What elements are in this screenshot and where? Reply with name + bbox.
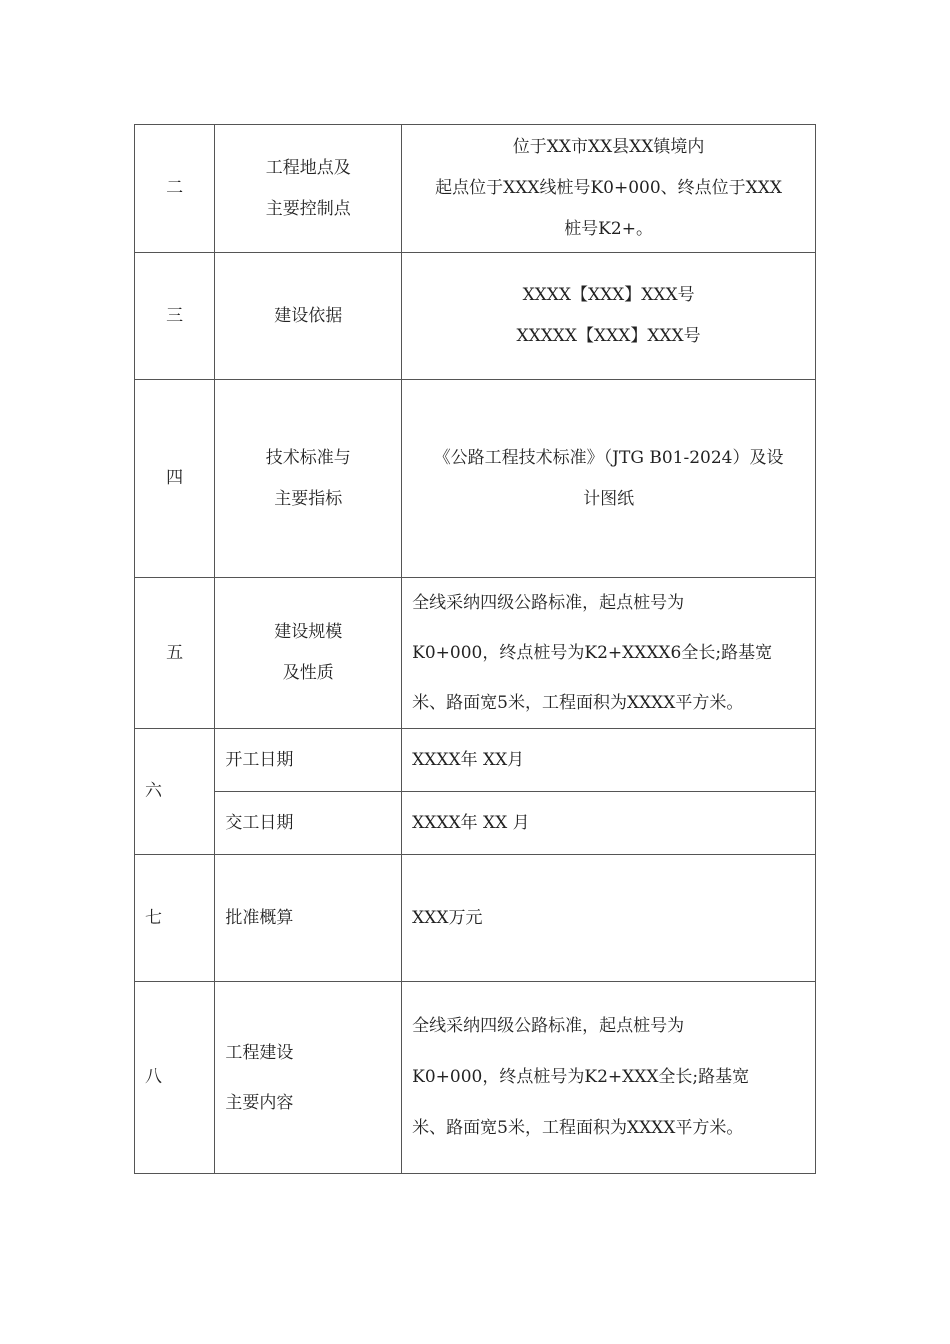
- label-line: 建设依据: [274, 305, 343, 326]
- row-label: [215, 982, 402, 1174]
- row-label: [215, 253, 402, 380]
- label-line: 技术标准与: [265, 447, 351, 468]
- row-number: 六: [135, 729, 215, 855]
- content-line: K0+000，终点桩号为K2+XXX全长;路基宽: [412, 1067, 750, 1087]
- row-label: 交工日期: [215, 792, 402, 855]
- row-number: 四: [135, 380, 215, 578]
- label-line: 建设规模: [274, 622, 343, 642]
- row-content: [402, 125, 816, 253]
- content-line: 米、路面宽5米，工程面积为XXXX平方米。: [412, 693, 744, 713]
- label-line: 工程地点及: [265, 157, 351, 178]
- row-label: [215, 578, 402, 729]
- label-line: 主要指标: [274, 488, 343, 509]
- table-row: [135, 729, 816, 792]
- table-row: [135, 855, 816, 982]
- row-label: 开工日期: [215, 729, 402, 792]
- content-line: 起点位于XXX线桩号K0+000、终点位于XXX: [435, 178, 782, 198]
- project-info-table: [134, 124, 816, 1174]
- content-line: 《公路工程技术标准》（JTG B01-2024）及设: [433, 447, 784, 468]
- row-number: 八: [135, 982, 215, 1174]
- label-line: 主要控制点: [265, 198, 351, 219]
- row-label: 批准概算: [215, 855, 402, 982]
- row-number: 五: [135, 578, 215, 729]
- row-content: [402, 253, 816, 380]
- content-line: XXXXX【XXX】XXX号: [516, 326, 701, 346]
- row-content: [402, 982, 816, 1174]
- row-number: 二: [135, 125, 215, 253]
- table-row: [135, 253, 816, 380]
- row-label: [215, 380, 402, 578]
- content-line: K0+000，终点桩号为K2+XXXX6全长;路基宽: [412, 643, 773, 663]
- content-line: 计图纸: [583, 488, 635, 509]
- row-content: [402, 578, 816, 729]
- content-line: 全线采纳四级公路标准，起点桩号为: [412, 1016, 685, 1036]
- table-row: [135, 578, 816, 729]
- row-number: 七: [135, 855, 215, 982]
- row-label: [215, 125, 402, 253]
- label-line: 主要内容: [225, 1092, 294, 1113]
- table-row: [135, 982, 816, 1174]
- table-row: [135, 792, 816, 855]
- row-content: [402, 380, 816, 578]
- content-line: 全线采纳四级公路标准，起点桩号为: [412, 593, 685, 613]
- content-line: 米、路面宽5米，工程面积为XXXX平方米。: [412, 1118, 744, 1138]
- content-line: XXXX【XXX】XXX号: [522, 285, 695, 305]
- content-line: 桩号K2+。: [564, 219, 653, 239]
- table-row: [135, 125, 816, 253]
- row-number: 三: [135, 253, 215, 380]
- table-row: [135, 380, 816, 578]
- label-line: 及性质: [282, 663, 334, 683]
- row-content: XXXX年 XX 月: [402, 792, 816, 855]
- row-content: XXXX年 XX月: [402, 729, 816, 792]
- content-line: 位于XX市XX县XX镇境内: [512, 137, 705, 157]
- row-content: XXX万元: [402, 855, 816, 982]
- label-line: 工程建设: [225, 1042, 294, 1063]
